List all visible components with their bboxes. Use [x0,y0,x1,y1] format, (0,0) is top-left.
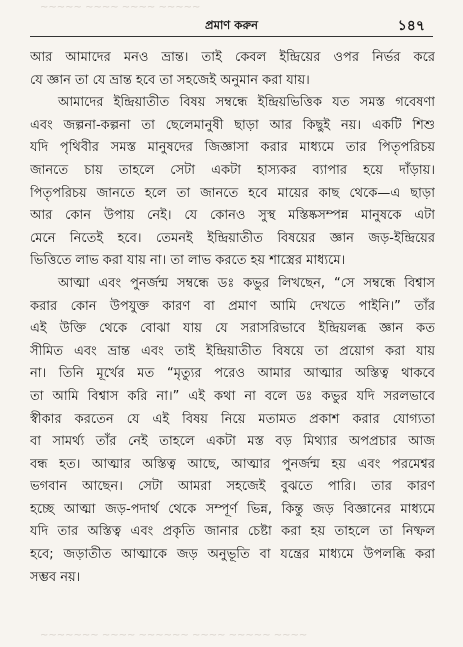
text-line: এবং জল্পনা-কল্পনা তা ছেলেমানুষী ছাড়া আর কিছুই নয়। একটি শিশু [30,117,435,133]
body-text [30,47,435,589]
text-line: আত্মা এবং পুনর্জন্ম সম্বন্ধে ডঃ কভুর লিখছেন, “সে সম্বন্ধে বিশ্বাস [58,275,435,291]
running-title: প্রমাণ করুন [205,18,258,32]
show-through-text-bottom: ~~~~~~~ ~~~~ ~~~~~~ ~~~~ ~~~~~ ~~~~ [40,630,308,641]
text-line: আর কোন উপায় নেই। যে কোনও সুস্থ মস্তিষ্কসম্পন্ন মানুষকে এটা [30,208,435,224]
page-number: ১৪৭ [397,18,425,34]
text-line: বন্ধ হত। আত্মার অস্তিত্ব আছে, আত্মার পুনর্জন্ম হয় এবং পরমেশ্বর [30,456,435,472]
text-line: জানতে চায় তাহলে সেটা একটা হাস্যকর ব্যাপার হয়ে দাঁড়ায়। [30,162,435,178]
text-line: ভগবান আছেন। সেটা আমরা সহজেই বুঝতে পারি। তার কারণ [30,479,435,495]
text-line: আমাদের ইন্দ্রিয়াতীত বিষয় সম্বন্ধে ইন্দ্রিয়ভিত্তিক যত সমস্ত গবেষণা [58,95,435,111]
text-line: তা আমি বিশ্বাস করি না।” এই কথা না বলে ডঃ কভুর যদি সরলভাবে [30,388,435,404]
header-rule [30,36,433,37]
text-line: ভিত্তিতে লাভ করা যায় না। তা লাভ করতে হয় শাস্ত্রের মাধ্যমে। [30,253,346,269]
text-line: হবে; জড়াতীত আত্মাকে জড় অনুভূতি বা যন্ত্রের মাধ্যমে উপলব্ধি করা [30,547,435,563]
text-line: হচ্ছে আত্মা জড়-পদার্থ থেকে সম্পূর্ণ ভিন্ন, কিন্তু জড় বিজ্ঞানের মাধ্যমে [30,501,435,517]
text-line: যে জ্ঞান তা যে ভ্রান্ত হবে তা সহজেই অনুমান করা যায়। [30,72,310,88]
text-line: আর আমাদের মনও ভ্রান্ত। তাই কেবল ইন্দ্রিয়ের ওপর নির্ভর করে [30,50,435,65]
text-line: না। তিনি মূর্খের মত “মৃত্যুর পরেও আমার আত্মার অস্তিত্ব থাকবে [30,366,435,382]
text-line: সীমিত এবং ভ্রান্ত এবং তাই ইন্দ্রিয়াতীত বিষয়ে তা প্রয়োগ করা যায় [30,343,435,359]
text-line: স্বীকার করতেন যে এই বিষয় নিয়ে মতামত প্রকাশ করার যোগ্যতা [30,411,435,427]
text-line: এই উক্তি থেকে বোঝা যায় যে সরাসরিভাবে ইন্দ্রিয়লব্ধ জ্ঞান কত [30,321,435,337]
text-line: বা সামর্থ্য তাঁর নেই তাহলে একটা মস্ত বড় মিথ্যার অপপ্রচার আজ [30,434,435,450]
text-line: মেনে নিতেই হবে। তেমনই ইন্দ্রিয়াতীত বিষয়ের জ্ঞান জড়-ইন্দ্রিয়ের [30,230,435,246]
page-header [0,14,463,36]
show-through-text-top: ~~~~~ ~~~~ ~~~~ ~~~~~ [40,2,201,13]
text-line: সম্ভব নয়। [30,569,81,585]
text-line: যদি পৃথিবীর সমস্ত মানুষদের জিজ্ঞাসা করার মাধ্যমে তার পিতৃপরিচয় [30,140,435,156]
text-line: যদি তার অস্তিত্ব এবং প্রকৃতি জানার চেষ্টা করা হয় তাহলে তা নিষ্ফল [30,524,435,540]
text-line: পিতৃপরিচয় জানতে হলে তা জানতে হবে মায়ের কাছ থেকে—এ ছাড়া [30,185,435,201]
text-line: করার কোন উপযুক্ত কারণ বা প্রমাণ আমি দেখতে পাইনি।” তাঁর [30,298,435,314]
